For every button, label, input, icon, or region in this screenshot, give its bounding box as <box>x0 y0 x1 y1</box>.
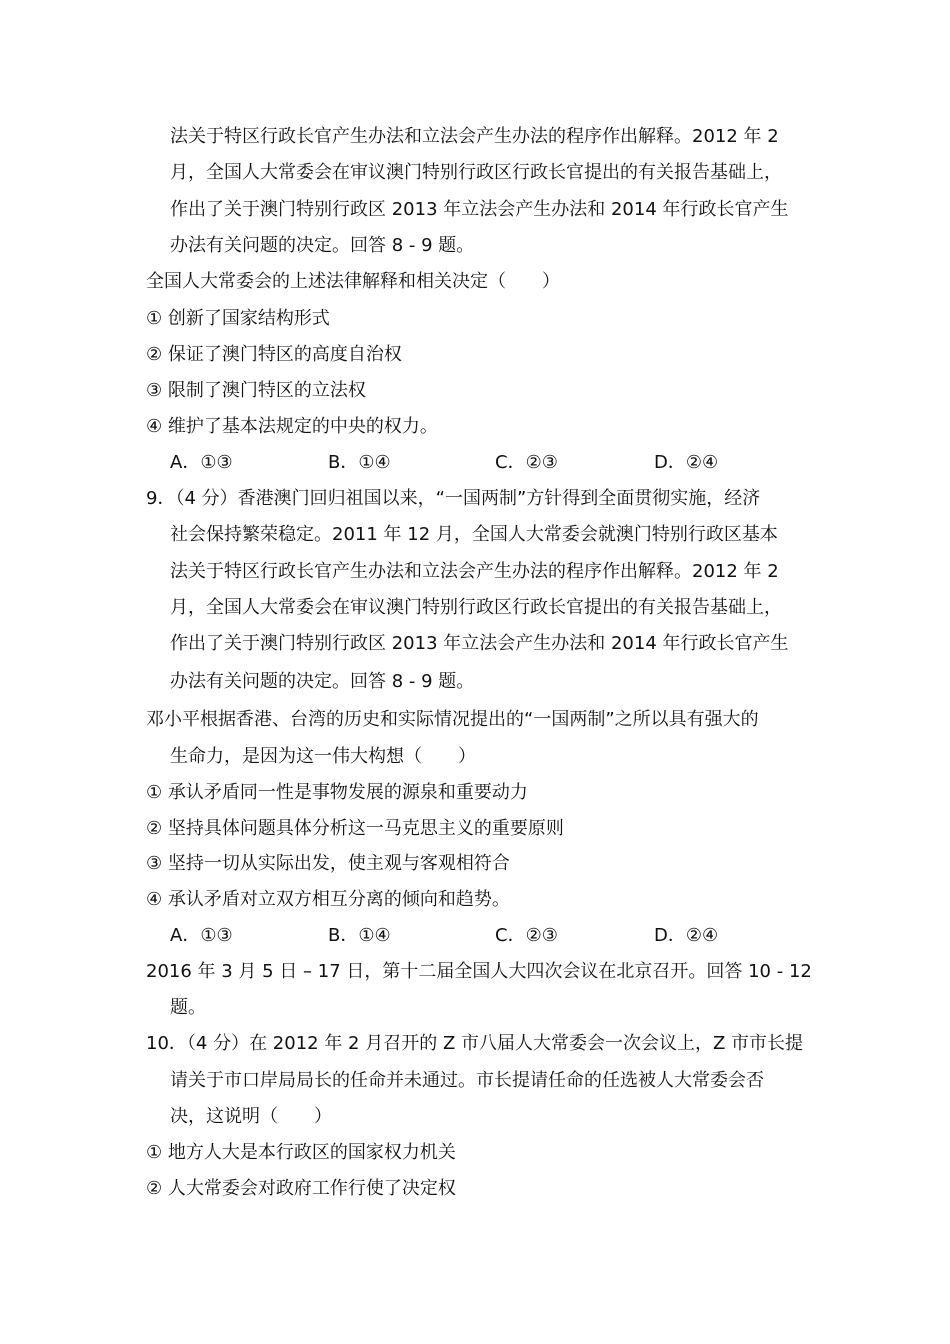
statement-item: ② 保证了澳门特区的高度自治权 <box>146 344 402 365</box>
passage-line: 作出了关于澳门特别行政区 2013 年立法会产生办法和 2014 年行政长官产生 <box>170 199 789 220</box>
statement-item: ② 坚持具体问题具体分析这一马克思主义的重要原则 <box>146 818 564 839</box>
option-b: B．①④ <box>328 925 391 946</box>
passage-line: 办法有关问题的决定。回答 8 - 9 题。 <box>170 235 475 256</box>
option-c: C．②③ <box>495 925 558 946</box>
question-line: 社会保持繁荣稳定。2011 年 12 月，全国人大常委会就澳门特别行政区基本 <box>170 524 778 545</box>
statement-item: ④ 维护了基本法规定的中央的权力。 <box>146 416 438 437</box>
question-line: 10．（4 分）在 2012 年 2 月召开的 Z 市八届人大常委会一次会议上，Z 市市长提 <box>146 1033 804 1054</box>
passage-line: 法关于特区行政长官产生办法和立法会产生办法的程序作出解释。2012 年 2 <box>170 126 779 147</box>
statement-item: ① 承认矛盾同一性是事物发展的源泉和重要动力 <box>146 782 528 803</box>
intro-line: 题。 <box>170 997 206 1018</box>
question-line: 作出了关于澳门特别行政区 2013 年立法会产生办法和 2014 年行政长官产生 <box>170 633 789 654</box>
statement-item: ④ 承认矛盾对立双方相互分离的倾向和趋势。 <box>146 889 510 910</box>
question-stem: 全国人大常委会的上述法律解释和相关决定（ ） <box>146 271 560 292</box>
question-stem: 邓小平根据香港、台湾的历史和实际情况提出的“一国两制”之所以具有强大的 <box>146 709 759 730</box>
option-d: D．②④ <box>654 452 719 473</box>
statement-item: ② 人大常委会对政府工作行使了决定权 <box>146 1178 456 1199</box>
option-c: C．②③ <box>495 452 558 473</box>
statement-item: ③ 坚持一切从实际出发，使主观与客观相符合 <box>146 853 510 874</box>
option-a: A．①③ <box>170 452 233 473</box>
statement-item: ① 地方人大是本行政区的国家权力机关 <box>146 1142 456 1163</box>
statement-item: ① 创新了国家结构形式 <box>146 308 330 329</box>
question-line: 请关于市口岸局局长的任命并未通过。市长提请任命的任选被人大常委会否 <box>170 1070 764 1091</box>
question-line: 决，这说明（ ） <box>170 1106 332 1127</box>
option-b: B．①④ <box>328 452 391 473</box>
intro-line: 2016 年 3 月 5 日 – 17 日，第十二届全国人大四次会议在北京召开。回答 10 - 12 <box>146 961 812 982</box>
option-a: A．①③ <box>170 925 233 946</box>
option-d: D．②④ <box>654 925 719 946</box>
question-line: 办法有关问题的决定。回答 8 - 9 题。 <box>170 671 475 692</box>
statement-item: ③ 限制了澳门特区的立法权 <box>146 380 366 401</box>
question-line: 9．（4 分）香港澳门回归祖国以来，“一国两制”方针得到全面贯彻实施，经济 <box>146 488 761 509</box>
passage-line: 月，全国人大常委会在审议澳门特别行政区行政长官提出的有关报告基础上， <box>170 162 782 183</box>
question-line: 法关于特区行政长官产生办法和立法会产生办法的程序作出解释。2012 年 2 <box>170 561 779 582</box>
question-line: 月，全国人大常委会在审议澳门特别行政区行政长官提出的有关报告基础上， <box>170 597 782 618</box>
question-stem: 生命力，是因为这一伟大构想（ ） <box>170 746 476 767</box>
